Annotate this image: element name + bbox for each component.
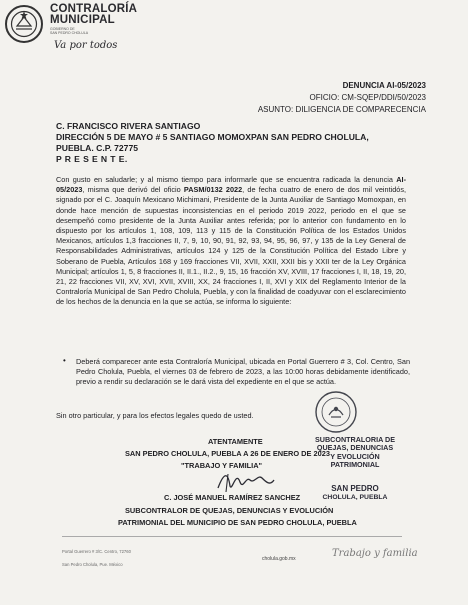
closing-line: Sin otro particular, y para los efectos legales quedo de usted. [56, 411, 254, 420]
stamp-line1: SUBCONTRALORIA DE [315, 435, 395, 444]
denuncia-ref: AI-05/2023 [56, 175, 406, 195]
presente-line: P R E S E N T E. [56, 154, 128, 164]
footer-divider [62, 536, 402, 537]
letterhead-slogan: Va por todos [54, 40, 118, 51]
footer-address-line1: Portal Guerrero # 3/C. Centro, 72760 [62, 549, 131, 554]
org-subtitle [50, 27, 88, 35]
org-subtitle-line1: GOBIERNO DE [50, 27, 75, 31]
org-subtitle-line2: SAN PEDRO CHOLULA [50, 31, 89, 35]
stamp-line2: QUEJAS, DENUNCIAS [316, 443, 394, 453]
place-date: SAN PEDRO CHOLULA, PUEBLA A 26 DE ENERO DE 2023 [125, 449, 330, 458]
asunto-line: ASUNTO: DILIGENCIA DE COMPARECENCIA [257, 105, 426, 114]
footer-address-line2: San Pedro Cholula, Pue. México [62, 562, 123, 567]
body-text-part2: , misma que derivó del oficio [82, 185, 184, 195]
footer-website: cholula.gob.mx [262, 556, 296, 562]
footer-slogan: Trabajo y familia [332, 548, 418, 559]
motto: "TRABAJO Y FAMILIA" [181, 461, 263, 470]
stamp-line4: PATRIMONIAL [330, 459, 380, 469]
recipient-address-line1: DIRECCIÓN 5 DE MAYO # 5 SANTIAGO MOMOXPAN SAN PEDRO CHOLULA, [56, 132, 369, 142]
city-stamp [300, 484, 410, 502]
body-paragraph [56, 175, 406, 308]
body-text-part1: Con gusto en saludarle; y al mismo tiempo para informarle que se encuentra radicada la denuncia [56, 175, 397, 184]
org-name-line2: MUNICIPAL [50, 14, 115, 26]
signer-title-line1: SUBCONTRALOR DE QUEJAS, DENUNCIAS Y EVOLUCIÓN [125, 506, 334, 515]
handwritten-signature [214, 468, 278, 494]
signer-name: C. JOSÉ MANUEL RAMÍREZ SANCHEZ [164, 493, 301, 502]
official-seal-stamp [314, 390, 358, 434]
bullet-marker: • [63, 356, 66, 365]
stamp-city-line2: CHOLULA, PUEBLA [322, 494, 388, 501]
oficio-number: OFICIO: CM-SQEP/DDI/50/2023 [309, 93, 426, 102]
recipient-name: C. FRANCISCO RIVERA SANTIAGO [56, 121, 201, 131]
org-name [50, 4, 137, 26]
department-stamp [300, 436, 410, 469]
municipal-seal-logo [4, 4, 44, 44]
oficio-ref: PASM/0132 2022 [183, 185, 243, 195]
stamp-line3: Y EVOLUCIÓN [330, 451, 380, 461]
signer-title-line2: PATRIMONIAL DEL MUNICIPIO DE SAN PEDRO CHOLULA, PUEBLA [118, 518, 357, 527]
body-text-part3: , de fecha cuatro de enero de dos mil veintidós, signado por el C. Joaquín Mexicano Michimani, Presidente de la Junta Auxiliar de Santiago Momoxpan, en donde hace mención de supuestas inconsistencias en el periodo 2019 2022, periodo en el que se desempeñó como presidente de la Junta Auxiliar antes referida; por lo anterior con fundamento en lo dispuesto por los artículos 1, 108, 109, 113 y 115 de la Constitución Política de los Estados Unidos Mexicanos, artículos 1,3 fracciones II, 7, 9, 10, 90, 91, 92, 93, 94, 95, 96, 97, y 135 de la Ley General de Responsabilidades Administrativas, artículos 124 y 125 de la Constitución Política del Estado Libre y Soberano de Puebla, Artículos 168 y 169 fracciones VII, XVII, XXII, XXII bis y XXII ter de la Ley Orgánica Municipal; artículos 1, 5, 8 fracciones II, II.1., II.2., 9, 15, 16 fracción XV, XVIII, 17 fracciones I, II, 18, 19, 20, 21, 22 fracciones VII, XV, XVI, XVII, XVIII, XX, 24 fracciones I, II, XVI y XIX del Reglamento Interior de la Contraloría Municipal de San Pedro Cholula, Puebla, y con la finalidad de coadyuvar con el esclarecimiento de los hechos de la denuncia en la que se actúa, se informa lo siguiente: [56, 185, 407, 307]
denuncia-number: DENUNCIA AI-05/2023 [342, 81, 426, 90]
comparecencia-instruction: Deberá comparecer ante esta Contraloría Municipal, ubicada en Portal Guerrero # 3, Col. Centro, San Pedro Cholula, Puebla, el viernes 03 de febrero de 2023, a las 10:00 horas debidamente identificado, previo a rendir su declaración se le dará vista del expediente en el que se actúa. [76, 357, 410, 387]
stamp-city-line1: SAN PEDRO [331, 484, 379, 493]
atentamente: ATENTAMENTE [208, 437, 263, 446]
org-name-line1: CONTRALORÍA [50, 3, 138, 15]
recipient-address-line2: PUEBLA. C.P. 72775 [56, 143, 138, 153]
